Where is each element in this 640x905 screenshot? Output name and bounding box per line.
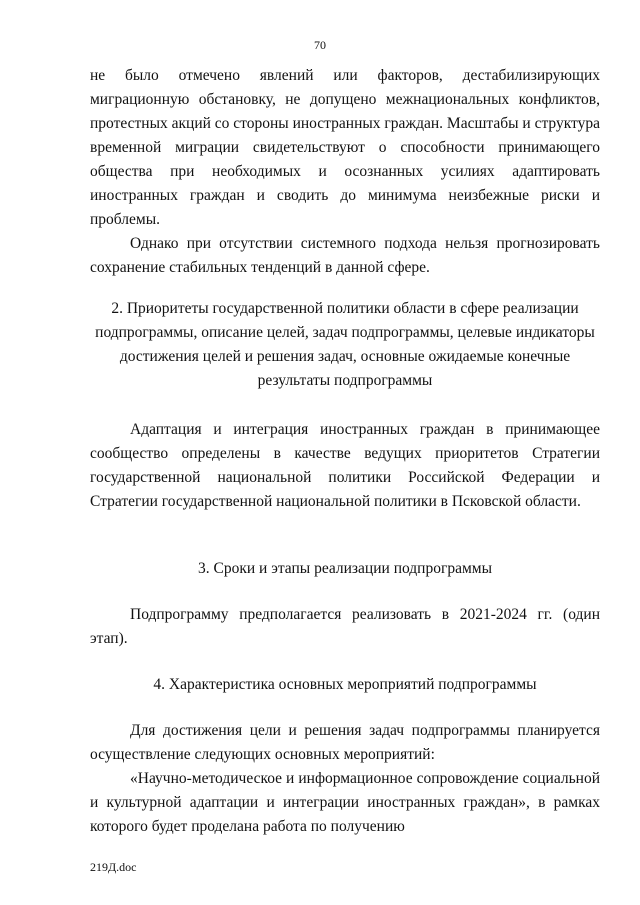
heading-text: 2. Приоритеты государственной политики области в сфере реализации подпрограммы, описание целей, задач подпрограммы, целевые индикаторы достижения целей и решения задач, основные ожидаемые конечные результаты подпрограммы (95, 300, 595, 389)
page-number: 70 (314, 38, 326, 52)
paragraph-text: Для достижения цели и решения задач подпрограммы планируется осуществление следующих основных мероприятий: (90, 722, 600, 763)
paragraph-adaptation-priorities (90, 418, 600, 514)
paragraph-text: Однако при отсутствии системного подхода нельзя прогнозировать сохранение стабильных тенденций в данной сфере. (90, 235, 600, 276)
heading-text: 3. Сроки и этапы реализации подпрограммы (197, 560, 492, 577)
paragraph-text: не было отмечено явлений или факторов, дестабилизирующих миграционную обстановку, не допущено межнациональных конфликтов, протестных акций со стороны иностранных граждан. Масштабы и структура временной миграции свидетельствуют о способности принимающего общества при необходимых и осознанных усилиях адаптировать иностранных граждан и сводить до минимума неизбежные риски и проблемы. (90, 67, 600, 228)
paragraph-main-activities-intro (90, 719, 600, 767)
section-heading-2 (90, 297, 600, 393)
paragraph-no-systemic-approach (90, 232, 600, 280)
document-filename: 219Д.doc (90, 860, 137, 874)
paragraph-scientific-support (90, 767, 600, 839)
paragraph-text: Адаптация и интеграция иностранных граждан в принимающее сообщество определены в качестве ведущих приоритетов Стратегии государственной национальной политики Российской Федерации и Стратегии государственной национальной политики в Псковской области. (90, 421, 600, 510)
section-heading-4 (90, 673, 600, 697)
heading-text: 4. Характеристика основных мероприятий подпрограммы (153, 676, 537, 693)
paragraph-implementation-period (90, 603, 600, 651)
paragraph-migration-situation (90, 64, 600, 232)
section-heading-3 (90, 557, 600, 581)
paragraph-text: Подпрограмму предполагается реализовать в 2021-2024 гг. (один этап). (90, 606, 600, 647)
paragraph-text: «Научно-методическое и информационное сопровождение социальной и культурной адаптации и интеграции иностранных граждан», в рамках которого будет проделана работа по получению (90, 770, 600, 835)
